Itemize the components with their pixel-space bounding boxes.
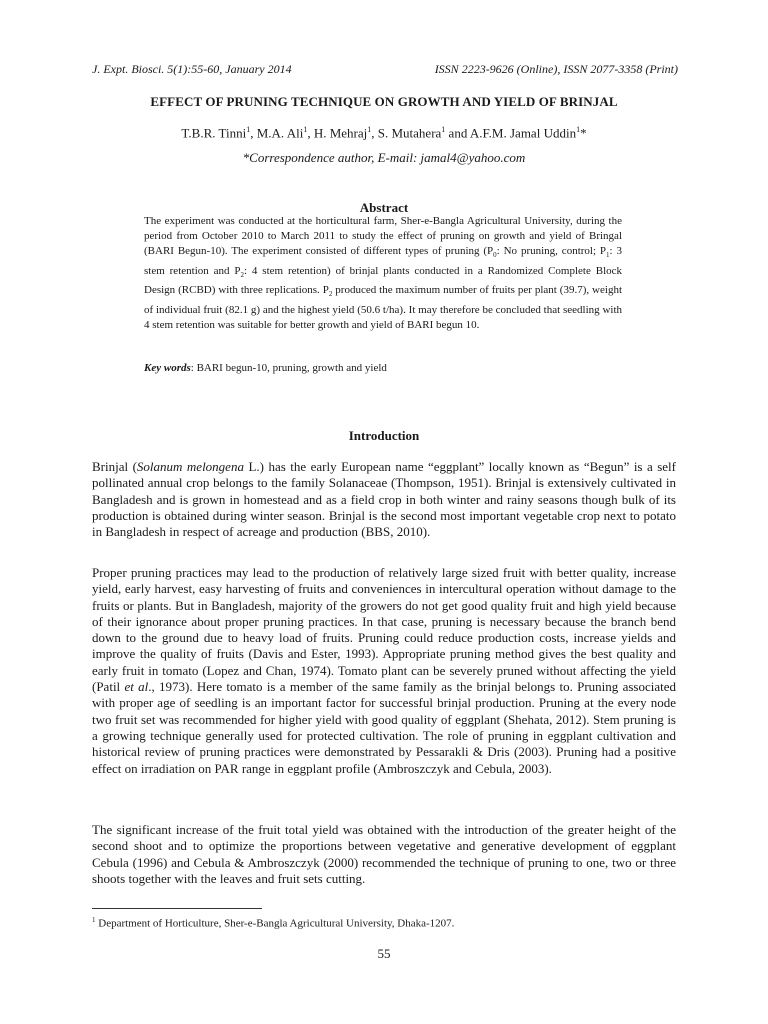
corresponding-mark: * bbox=[580, 125, 587, 141]
affiliation-mark: 1 bbox=[303, 125, 308, 134]
footnote-mark: 1 bbox=[92, 916, 96, 924]
affiliation-mark: 1 bbox=[246, 125, 251, 134]
abstract-segment: The experiment was conducted at the horticultural farm, Sher-e-Bangla Agricultural University, during the period from October 2010 to March 2011 to study the effect of pruning on growth and yield of Bringal (BARI Begun-10). The experiment consisted of different types of pruning (P bbox=[144, 215, 622, 258]
abstract-segment: : 4 stem retention) of brinjal plants conducted in a Randomized Complete Block Design (RCBD) with three replications. P bbox=[144, 264, 623, 297]
keywords-label: Key words bbox=[144, 362, 191, 374]
abstract-segment: : No pruning, control; P bbox=[496, 245, 607, 258]
author-name: T.B.R. Tinni bbox=[181, 125, 247, 141]
author-separator: , bbox=[250, 125, 257, 141]
footnote-divider bbox=[92, 908, 262, 909]
paragraph-text: Proper pruning practices may lead to the production of relatively large sized fruit with better quality, increase yield, early harvest, easy harvesting of fruits and conveniences in intercultural operation without damage to the fruits or plants. But in Bangladesh, majority of the growers do not get good quality fruit and high yield because of their ignorance about proper pruning practices. In that case, pruning is necessary because the branch bend down to the ground due to heavy load of fruits. Pruning could reduce production costs, increase yields and improve the quality of fruits (Davis and Ester, 1993). Appropriate pruning method gives the best quality and early fruit in tomato (Lopez and Chan, 1974). Tomato plant can be severely pruned without affecting the yield (Patil bbox=[92, 565, 676, 695]
paragraph-text: ., 1973). Here tomato is a member of the same family as the brinjal belongs to. Pruning associated with proper age of seedling is an important factor for successful brinjal production. Pruning at the every node two fruit set was recommended for higher yield with good quality of eggplant (Shehata, 2012). Stem pruning is a growing technique generally used for protected cultivation. The role of pruning in eggplant cultivation and historical review of pruning practices were demonstrated by Pessarakli & Dris (2003). Pruning had a positive effect on irradiation on PAR range in eggplant profile (Ambroszczyk and Cebula, 2003). bbox=[92, 679, 676, 776]
author-separator: , bbox=[307, 125, 314, 141]
affiliation-mark: 1 bbox=[367, 125, 372, 134]
intro-paragraph-1 bbox=[92, 459, 676, 540]
paragraph-text: L.) has the early European name “eggplant” locally known as “Begun” is a self pollinated annual crop belongs to the family Solanaceae (Thompson, 1951). Brinjal is extensively cultivated in Bangladesh and is grown in homestead and as a field crop in both winter and rainy seasons though bulk of its production is obtained during winter season. Brinjal is the second most important vegetable crop next to potato in Bangladesh in respect of acreage and production (BBS, 2010). bbox=[92, 459, 676, 540]
keywords-text: BARI begun-10, pruning, growth and yield bbox=[196, 362, 387, 374]
keywords bbox=[144, 362, 622, 374]
intro-paragraph-2 bbox=[92, 565, 676, 777]
paper-title: EFFECT OF PRUNING TECHNIQUE ON GROWTH AND YIELD OF BRINJAL bbox=[150, 94, 618, 109]
correspondence-line: *Correspondence author, E-mail: jamal4@yahoo.com bbox=[242, 150, 526, 165]
issn-info: ISSN 2223-9626 (Online), ISSN 2077-3358 (Print) bbox=[434, 62, 678, 76]
author-separator: and bbox=[445, 125, 470, 141]
abstract-heading: Abstract bbox=[359, 200, 409, 215]
paragraph-text: Brinjal ( bbox=[92, 459, 137, 474]
author-name: M.A. Ali bbox=[256, 125, 304, 141]
footnote bbox=[92, 916, 454, 930]
affiliation-mark: 1 bbox=[441, 125, 446, 134]
affiliation-mark: 1 bbox=[576, 125, 581, 134]
author-list bbox=[0, 125, 768, 141]
subscript: 0 bbox=[493, 251, 497, 260]
author-name: H. Mehraj bbox=[313, 125, 368, 141]
footnote-text: Department of Horticulture, Sher-e-Bangla Agricultural University, Dhaka-1207. bbox=[95, 917, 455, 930]
subscript: 2 bbox=[328, 290, 333, 299]
author-separator: , bbox=[371, 125, 378, 141]
abstract-segment: produced the maximum number of fruits per plant (39.7), weight of individual fruit (82.1 g) and the highest yield (50.6 t/ha). It may therefore be concluded that seedling with 4 stem retention was suitable for better growth and yield of BARI begun 10. bbox=[144, 284, 622, 331]
page-number: 55 bbox=[377, 946, 391, 961]
introduction-heading: Introduction bbox=[348, 428, 420, 443]
et-al: et al bbox=[124, 679, 149, 695]
keywords-colon: : bbox=[190, 362, 197, 374]
intro-paragraph-3: The significant increase of the fruit total yield was obtained with the introduction of the greater height of the second shoot and to optimize the proportions between vegetative and generative development of eggplant Cebula (1996) and Cebula & Ambroszczyk (2000) recommended the technique of pruning to one, two or three shoots together with the leaves and fruit sets cutting. bbox=[92, 822, 676, 886]
author-name: S. Mutahera bbox=[377, 125, 442, 141]
species-name: Solanum melongena bbox=[136, 459, 244, 474]
abstract-segment: : 3 stem retention and P bbox=[144, 245, 622, 277]
author-name: A.F.M. Jamal Uddin bbox=[469, 125, 577, 141]
abstract-text bbox=[144, 214, 622, 333]
journal-reference: J. Expt. Biosci. 5(1):55-60, January 2014 bbox=[92, 62, 292, 76]
subscript: 1 bbox=[606, 251, 610, 260]
subscript: 2 bbox=[240, 270, 244, 279]
